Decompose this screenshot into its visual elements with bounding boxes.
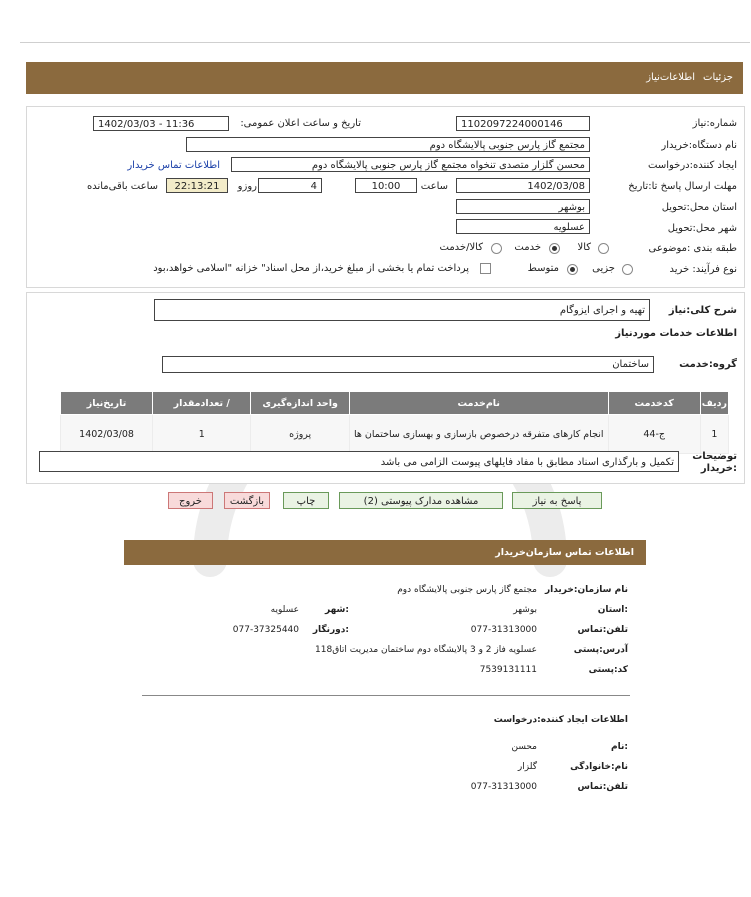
cell-need-date: 1402/03/08 (61, 415, 153, 454)
print-button[interactable]: چاپ (283, 492, 329, 509)
need-form-panel (26, 106, 745, 288)
province-field: بوشهر (456, 199, 590, 214)
buyer-org-label: نام دستگاه:خریدار (661, 140, 737, 151)
contact-divider (142, 695, 630, 696)
col-need-date: تاریخ‌نیاز (61, 392, 153, 415)
city-field: عسلویه (456, 219, 590, 234)
page-header (26, 62, 743, 94)
creator-name-label: :نام (611, 742, 628, 752)
treasury-payment-note: پرداخت تمام یا بخشی از مبلغ خرید،از محل اسناد" خزانه "اسلامی خواهد،بود (153, 263, 469, 274)
contact-city-label: :شهر (325, 605, 349, 615)
category-option-service: خدمت (514, 242, 541, 253)
category-radio-goods[interactable] (598, 243, 609, 254)
cell-quantity: 1 (153, 415, 251, 454)
contact-section-title (124, 540, 646, 565)
city-label: شهر محل:تحویل (667, 223, 737, 234)
deadline-time-label: ساعت (420, 181, 448, 192)
deadline-time-field: 10:00 (355, 178, 417, 193)
contact-province: بوشهر (513, 605, 537, 615)
contact-postal: 7539131111 (479, 665, 537, 675)
reply-button[interactable]: پاسخ به نیاز (512, 492, 602, 509)
col-service-code: کدخدمت (608, 392, 700, 415)
contact-org: مجتمع گاز پارس جنوبی پالایشگاه دوم (397, 585, 537, 595)
category-option-goods: کالا (577, 242, 591, 253)
days-label: روزو (237, 181, 257, 192)
process-option-medium: متوسط (527, 263, 559, 274)
contact-address: عسلویه فاز 2 و 3 پالایشگاه دوم ساختمان مدیریت اتاق118 (315, 645, 537, 655)
contact-postal-label: کد:پستی (588, 665, 628, 675)
contact-fax-label: :دورنگار (312, 625, 349, 635)
summary-label: شرح کلی:نیاز (668, 305, 737, 316)
category-option-goods-service: کالا/خدمت (439, 242, 483, 253)
col-quantity: / تعدادمقدار (153, 392, 251, 415)
deadline-date-field: 1402/03/08 (456, 178, 590, 193)
contact-org-label: نام سازمان:خریدار (544, 585, 628, 595)
col-service-name: نام‌خدمت (349, 392, 608, 415)
view-attachments-button[interactable]: مشاهده مدارک پیوستی (2) (339, 492, 503, 509)
announce-field: 1402/03/03 - 11:36 (93, 116, 229, 131)
back-button[interactable]: بازگشت (224, 492, 270, 509)
cell-unit: پروژه (251, 415, 349, 454)
category-label: طبقه بندی :موضوعی (648, 243, 737, 254)
tab-need-info[interactable]: اطلاعات‌نیاز (646, 72, 695, 83)
remaining-time-field: 22:13:21 (166, 178, 228, 193)
exit-button[interactable]: خروج (168, 492, 213, 509)
remaining-time-label: ساعت باقی‌مانده (86, 181, 158, 192)
cell-service-name: انجام کارهای متفرقه درخصوص بازسازی و بهسازی ساختمان ها (349, 415, 608, 454)
col-row: ردیف (700, 392, 728, 415)
deadline-label: مهلت ارسال پاسخ تا:تاریخ (628, 181, 737, 192)
table-row (61, 415, 729, 454)
creator-family: گلزار (517, 762, 537, 772)
cell-row: 1 (700, 415, 728, 454)
services-table (60, 391, 729, 454)
process-option-minor: جزیی (592, 263, 615, 274)
process-radio-medium[interactable] (567, 264, 578, 275)
creator-field: محسن گلزار متصدی تنخواه مجتمع گاز پارس جنوبی پالایشگاه دوم (231, 157, 590, 172)
process-label: نوع فرآیند: خرید (669, 264, 737, 275)
top-divider (20, 42, 750, 43)
tab-details[interactable]: جزئیات (703, 72, 733, 83)
contact-phone-label: تلفن:تماس (577, 625, 628, 635)
service-group-label: گروه:خدمت (679, 359, 737, 370)
contact-province-label: :استان (597, 605, 628, 615)
contact-section-title-text: اطلاعات تماس سازمان‌خریدار (495, 547, 634, 558)
need-number-label: شماره:نیاز (692, 118, 737, 129)
creator-name: محسن (511, 742, 537, 752)
buyer-notes-label: توضیحات :خریدار (692, 451, 737, 474)
services-title: اطلاعات خدمات موردنیاز (615, 328, 737, 339)
col-unit: واحد اندازه‌گیری (251, 392, 349, 415)
contact-phone: 077-31313000 (470, 625, 537, 635)
buyer-contact-link[interactable]: اطلاعات تماس خریدار (127, 160, 220, 171)
days-field: 4 (258, 178, 322, 193)
creator-section-title: اطلاعات ایجاد کننده:درخواست (493, 715, 628, 725)
buyer-notes-field: تکمیل و بارگذاری اسناد مطابق با مفاد فایلهای پیوست الزامی می باشد (39, 451, 679, 472)
service-group-field: ساختمان (162, 356, 654, 373)
need-number-field: 1102097224000146 (456, 116, 590, 131)
province-label: استان محل:تحویل (661, 202, 737, 213)
creator-phone: 077-31313000 (470, 782, 537, 792)
buyer-org-field: مجتمع گاز پارس جنوبی پالایشگاه دوم (186, 137, 590, 152)
announce-label: تاریخ و ساعت اعلان عمومی: (240, 118, 361, 129)
contact-fax: 077-37325440 (232, 625, 299, 635)
contact-city: عسلویه (270, 605, 299, 615)
creator-phone-label: تلفن:تماس (577, 782, 628, 792)
category-radio-service[interactable] (549, 243, 560, 254)
treasury-payment-checkbox[interactable] (480, 263, 491, 274)
cell-service-code: ج-44 (608, 415, 700, 454)
process-radio-minor[interactable] (622, 264, 633, 275)
creator-family-label: نام:خانوادگی (570, 762, 628, 772)
summary-field: تهیه و اجرای ایزوگام (154, 299, 650, 321)
contact-address-label: آدرس:پستی (573, 645, 628, 655)
category-radio-goods-service[interactable] (491, 243, 502, 254)
creator-label: ایجاد کننده:درخواست (648, 160, 737, 171)
